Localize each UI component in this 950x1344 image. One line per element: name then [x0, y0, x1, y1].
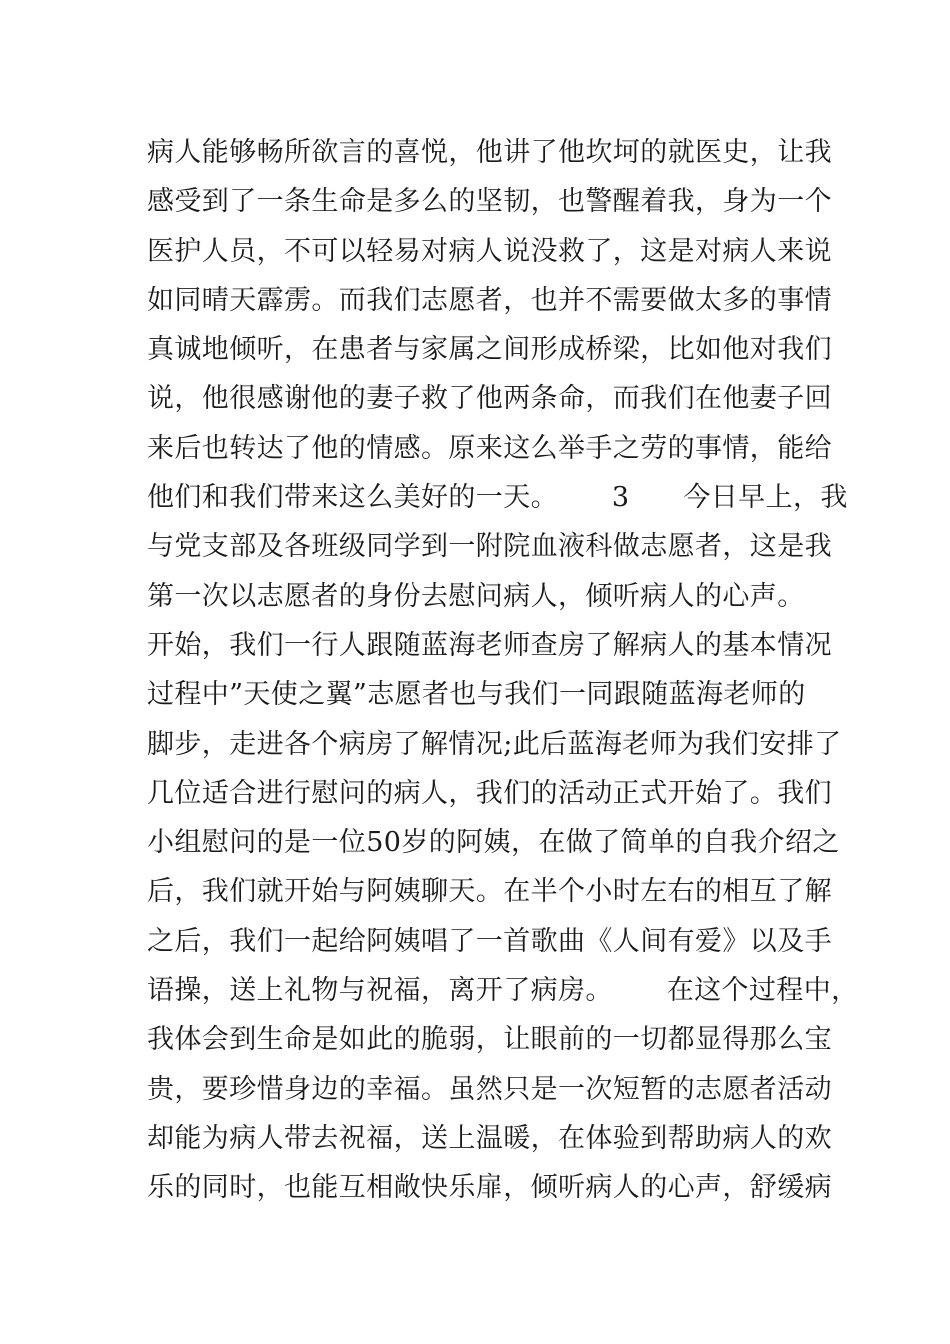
- text-line: 乐的同时，也能互相敞快乐扉，倾听病人的心声，舒缓病: [147, 1172, 832, 1204]
- text-line: 脚步，走进各个病房了解情况;此后蓝海老师为我们安排了: [147, 728, 842, 760]
- text-line: 开始，我们一行人跟随蓝海老师查房了解病人的基本情况: [147, 629, 832, 661]
- text-line: 却能为病人带去祝福，送上温暖，在体验到帮助病人的欢: [147, 1122, 832, 1154]
- text-line: 医护人员，不可以轻易对病人说没救了，这是对病人来说: [147, 235, 832, 267]
- text-line: 之后，我们一起给阿姨唱了一首歌曲《人间有爱》以及手: [147, 925, 832, 957]
- text-line: 他们和我们带来这么美好的一天。 3 今日早上，我: [147, 482, 848, 514]
- text-line: 来后也转达了他的情感。原来这么举手之劳的事情，能给: [147, 432, 832, 464]
- text-line: 几位适合进行慰问的病人，我们的活动正式开始了。我们: [147, 777, 832, 809]
- text-line: 过程中”天使之翼”志愿者也与我们一同跟随蓝海老师的: [147, 679, 806, 711]
- text-line: 语操，送上礼物与祝福，离开了病房。 在这个过程中，: [147, 975, 859, 1007]
- text-line: 第一次以志愿者的身份去慰问病人，倾听病人的心声。: [147, 580, 805, 612]
- document-body-text: [147, 128, 859, 1213]
- text-line: 贵，要珍惜身边的幸福。虽然只是一次短暂的志愿者活动: [147, 1073, 832, 1105]
- text-line: 病人能够畅所欲言的喜悦，他讲了他坎坷的就医史，让我: [147, 137, 832, 168]
- text-line: 感受到了一条生命是多么的坚韧，也警醒着我，身为一个: [147, 186, 832, 218]
- text-line: 说，他很感谢他的妻子救了他两条命，而我们在他妻子回: [147, 383, 832, 415]
- text-line: 与党支部及各班级同学到一附院血液科做志愿者，这是我: [147, 531, 832, 563]
- text-line: 如同晴天霹雳。而我们志愿者，也并不需要做太多的事情: [147, 284, 832, 316]
- text-line: 真诚地倾听，在患者与家属之间形成桥梁，比如他对我们: [147, 334, 832, 366]
- text-line: 小组慰问的是一位50岁的阿姨，在做了简单的自我介绍之: [147, 827, 840, 859]
- text-line: 后，我们就开始与阿姨聊天。在半个小时左右的相互了解: [147, 876, 832, 908]
- text-line: 我体会到生命是如此的脆弱，让眼前的一切都显得那么宝: [147, 1024, 832, 1056]
